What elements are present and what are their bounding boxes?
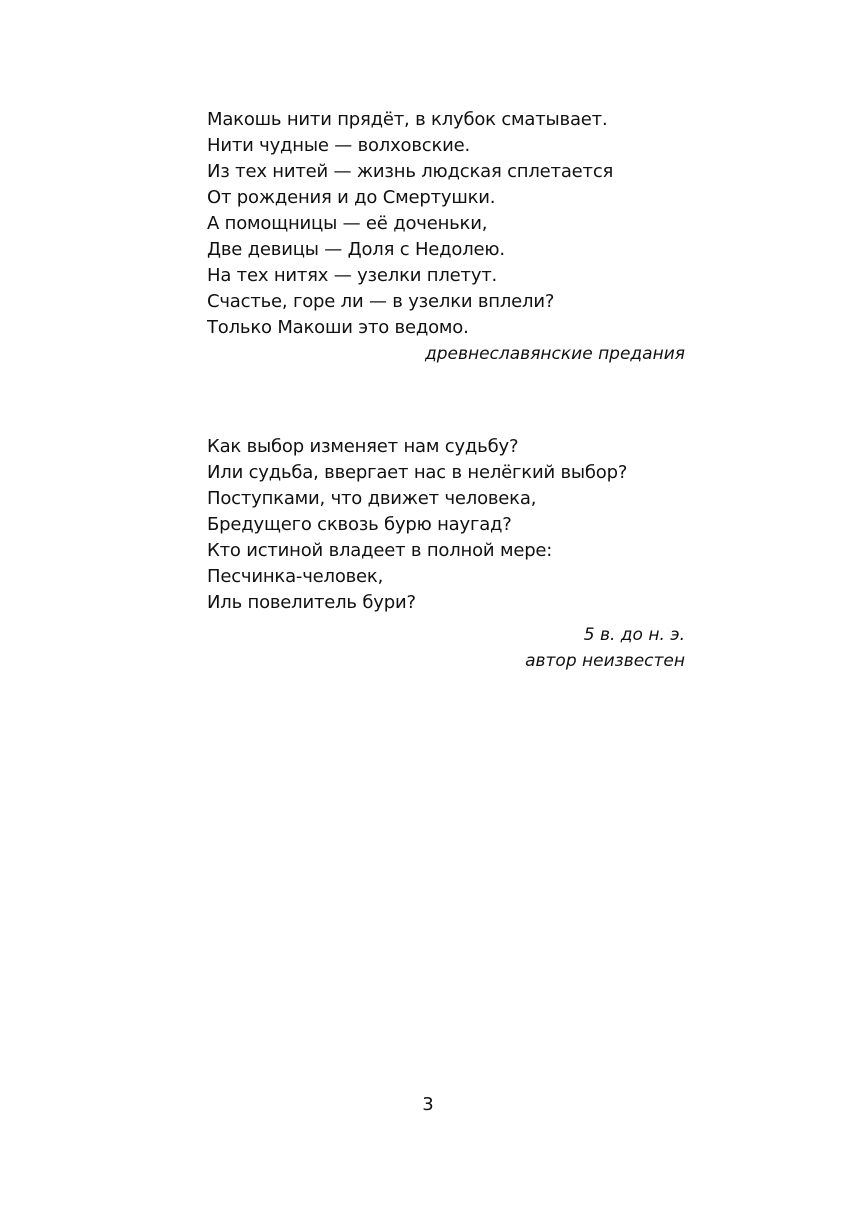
poem-line: А помощницы — её доченьки, xyxy=(207,213,488,234)
poem-line: Нити чудные — волховские. xyxy=(207,135,471,156)
poem-line: Или судьба, ввергает нас в нелёгкий выбор? xyxy=(207,462,628,483)
epigraph-choice xyxy=(207,434,685,674)
poem-line: От рождения и до Смертушки. xyxy=(207,187,496,208)
poem-line: Как выбор изменяет нам судьбу? xyxy=(207,436,519,457)
epigraph-makosh xyxy=(207,107,685,367)
epigraph-attribution: древнеславянские предания xyxy=(424,344,685,364)
page-number: 3 xyxy=(422,1094,434,1115)
poem-line: Поступками, что движет человека, xyxy=(207,488,537,509)
poem-line: Счастье, горе ли — в узелки вплели? xyxy=(207,291,555,312)
poem-line: Макошь нити прядёт, в клубок сматывает. xyxy=(207,109,608,130)
attribution-author: автор неизвестен xyxy=(525,651,685,671)
poem-line: Кто истиной владеет в полной мере: xyxy=(207,540,553,561)
poem-line: Бредущего сквозь бурю наугад? xyxy=(207,514,512,535)
attribution-date: 5 в. до н. э. xyxy=(583,625,685,645)
poem-line: Только Макоши это ведомо. xyxy=(207,317,469,338)
poem-line: Песчинка-человек, xyxy=(207,566,384,587)
poem-line: Две девицы — Доля с Недолею. xyxy=(207,239,505,260)
poem-line: Из тех нитей — жизнь людская сплетается xyxy=(207,161,614,182)
poem-line: На тех нитях — узелки плетут. xyxy=(207,265,498,286)
poem-line: Иль повелитель бури? xyxy=(207,592,416,613)
epigraph-attribution xyxy=(207,622,685,674)
